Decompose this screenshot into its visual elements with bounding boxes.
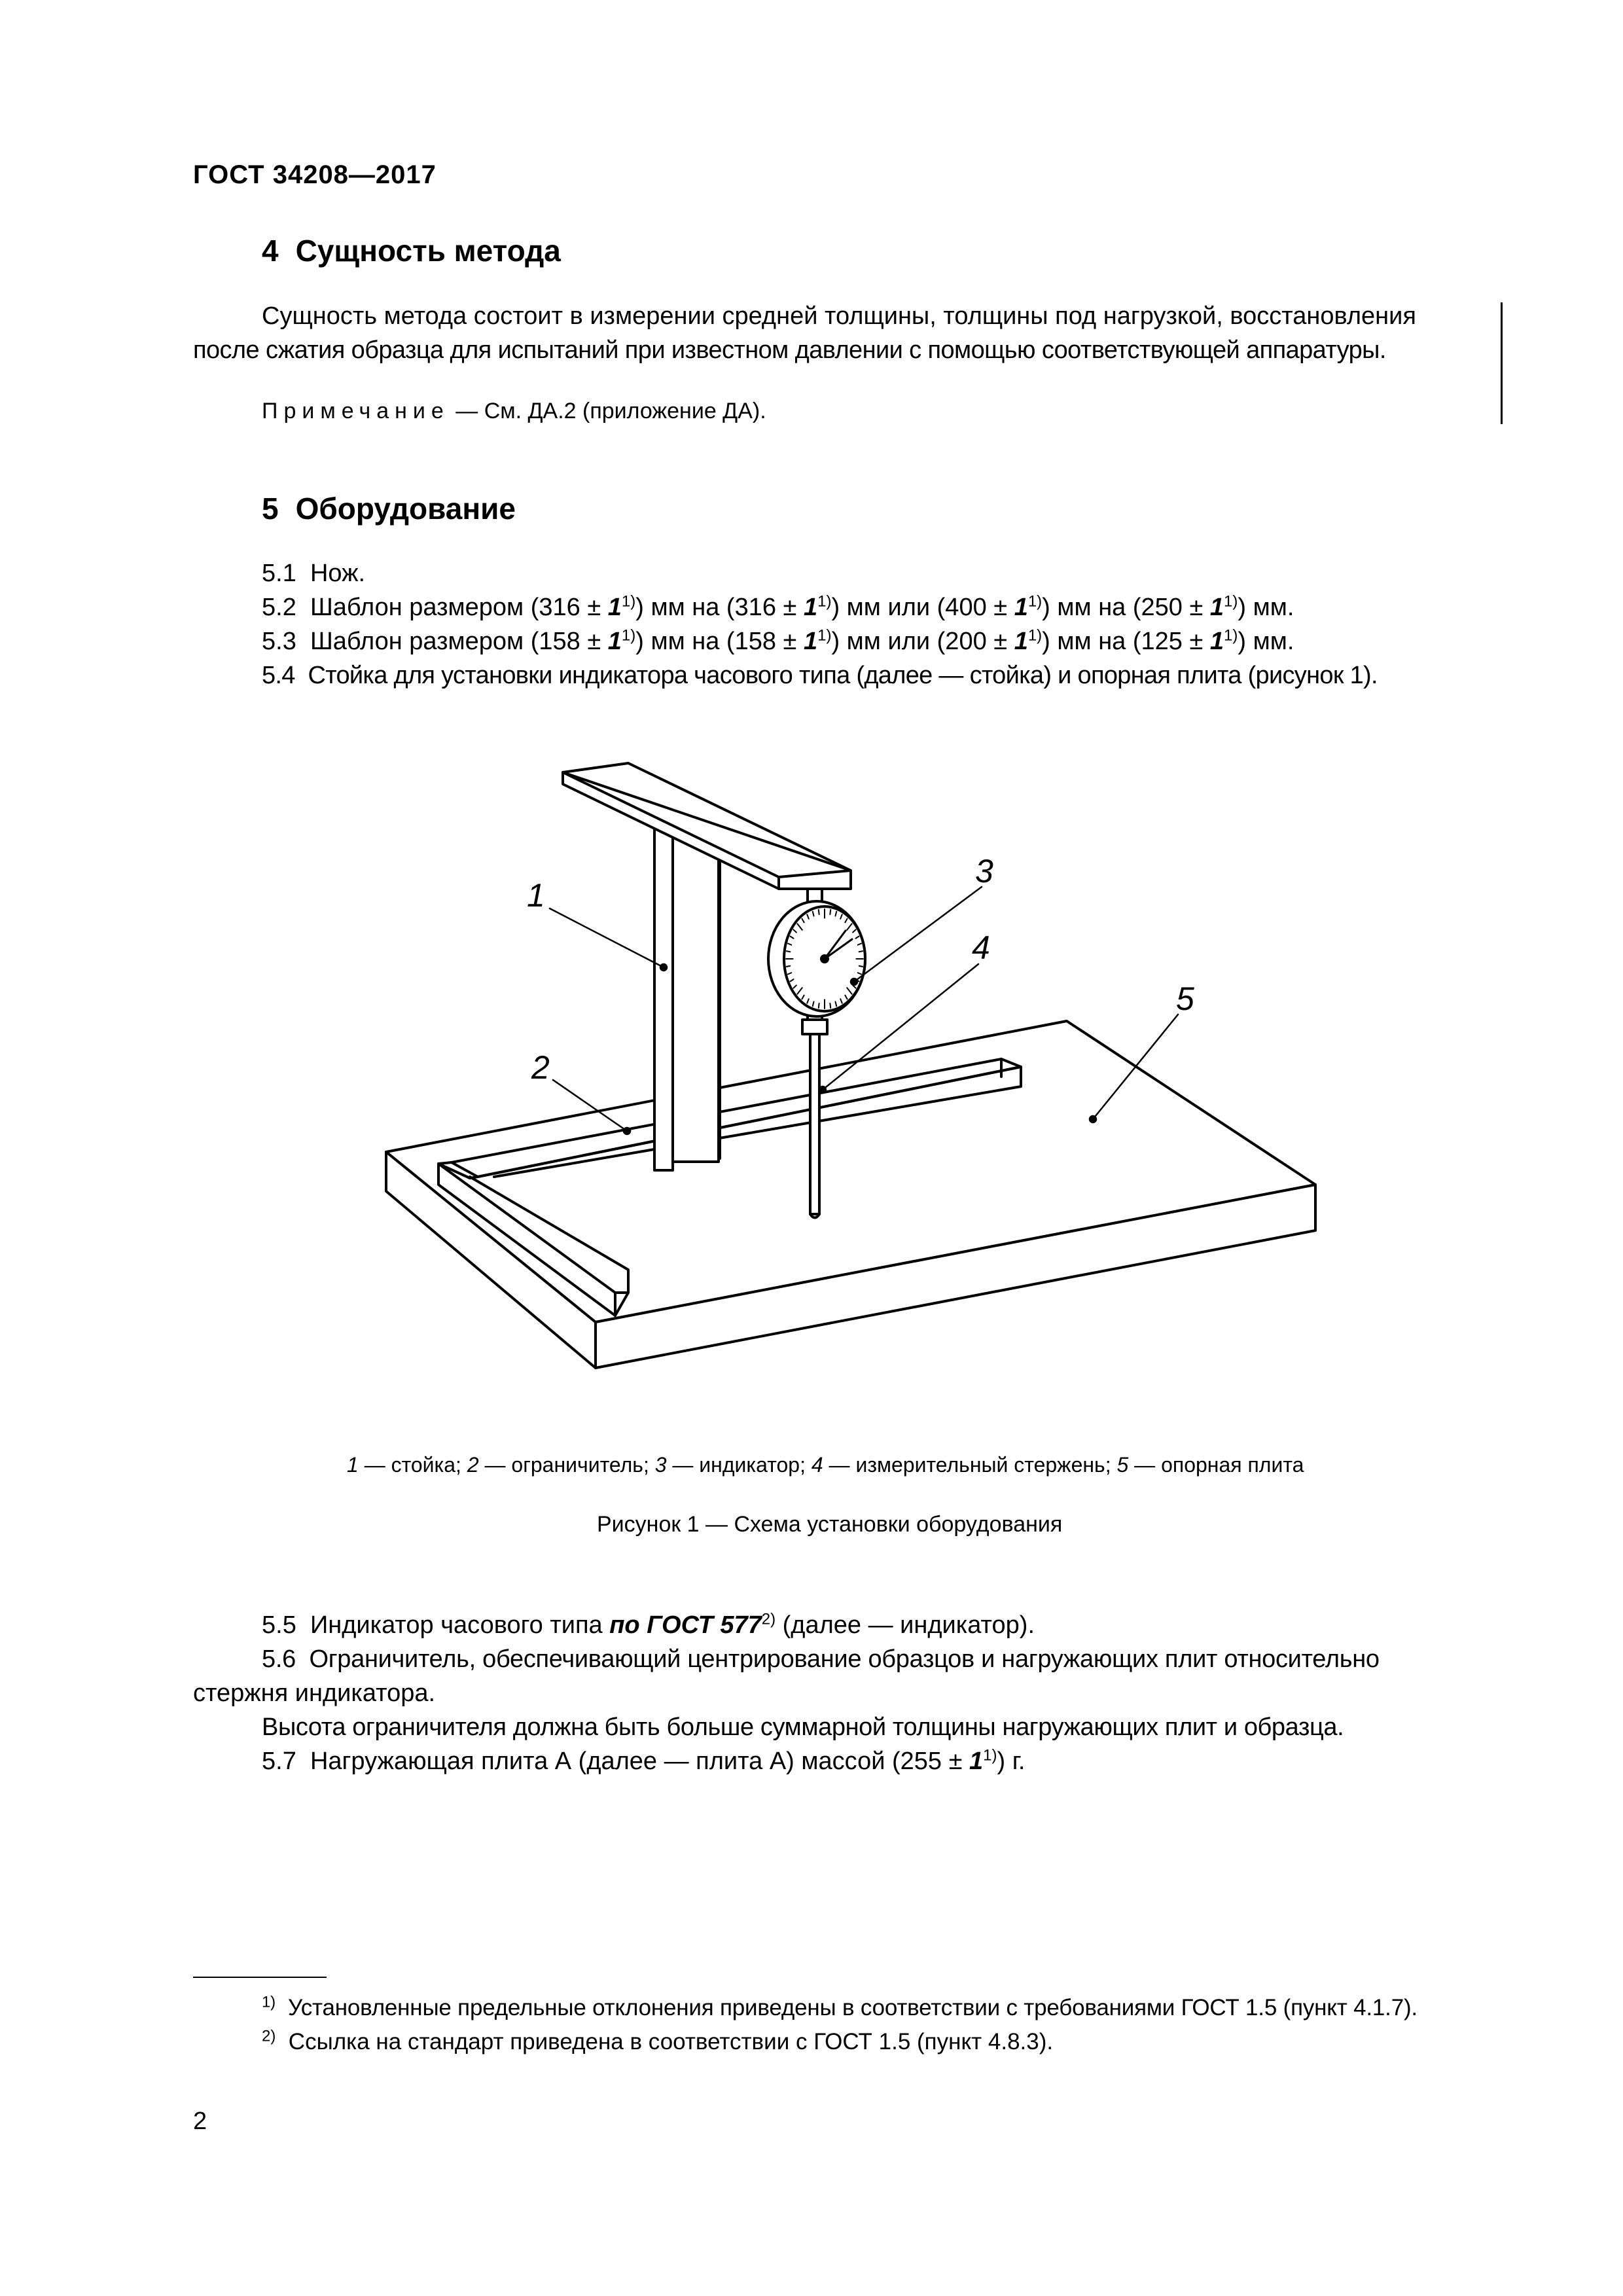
item-5-5 [262,1607,1035,1643]
item-text: ) мм. [1238,594,1294,621]
figure-title: Рисунок 1 — Схема установки оборудования [597,1512,1063,1537]
legend-num: 3 [654,1453,667,1477]
legend-num: 4 [811,1453,823,1477]
base-plate [386,1021,1315,1368]
section-4-para-line1: Сущность метода состоит в измерении средней толщины, толщины под нагрузкой, восстановления [262,302,1416,330]
item-number: 5.3 [262,628,296,655]
legend-text: — индикатор; [666,1453,812,1477]
footnote-ref: 1) [1224,626,1238,645]
item-text: Нагружающая плита А (далее — плита А) массой (255 ± [310,1748,970,1775]
item-5-1 [262,555,365,592]
figure-legend [347,1453,1304,1477]
item-text: Ограничитель, обеспечивающий центрирование образцов и нагружающих плит относительно [309,1645,1380,1673]
tolerance-value: 1 [969,1748,984,1775]
paragraph-limiter-height: Высота ограничителя должна быть больше суммарной толщины нагружающих плит и образца. [262,1713,1344,1741]
section-number: 4 [262,234,279,268]
item-text: Шаблон размером (316 ± [310,594,608,621]
item-text: ) мм на (316 ± [635,594,804,621]
footnote-ref: 1) [1027,592,1043,611]
footnote-ref: 2) [761,1610,776,1628]
tolerance-value: 1 [803,628,818,655]
dial-tick [859,966,863,967]
section-number: 5 [262,492,279,526]
item-text: Шаблон размером (158 ± [310,628,608,655]
legend-text: — измерительный стержень; [823,1453,1117,1477]
document-header: ГОСТ 34208—2017 [193,160,437,189]
footnote-text: Ссылка на стандарт приведена в соответствии с ГОСТ 1.5 (пункт 4.8.3). [288,2029,1054,2054]
item-5-7 [262,1743,1026,1780]
item-number: 5.4 [262,662,295,689]
footnote-ref: 1) [621,626,636,645]
tolerance-value: 1 [1209,594,1224,621]
callout-4: 4 [972,929,990,966]
item-number: 5.6 [262,1645,296,1673]
callout-1: 1 [527,877,545,914]
legend-num: 1 [347,1453,359,1477]
item-5-6-line2: стержня индикатора. [193,1679,436,1707]
footnote-1 [262,1995,1418,2021]
item-text: Индикатор часового типа [310,1611,610,1639]
dial-tick [859,951,863,952]
footnote-ref: 1) [983,1746,997,1765]
item-text: ) мм. [1238,628,1294,655]
item-5-3 [262,623,1294,660]
tolerance-value: 1 [1014,594,1028,621]
footnote-2 [262,2029,1053,2055]
item-text: Нож. [310,560,366,587]
item-text: ) мм или (200 ± [831,628,1014,655]
footnote-ref: 1) [621,592,636,611]
footnote-mark: 1) [262,1993,276,2011]
note-text: — См. ДА.2 (приложение ДА). [449,399,766,423]
tolerance-value: 1 [607,594,622,621]
item-number: 5.5 [262,1611,296,1639]
item-text: ) г. [997,1748,1026,1775]
stand [654,817,720,1170]
item-number: 5.2 [262,594,296,621]
footnote-mark: 2) [262,2027,276,2045]
equipment-diagram [366,740,1374,1407]
legend-text: — ограничитель; [478,1453,655,1477]
section-title: Сущность метода [295,234,561,268]
item-text: Стойка для установки индикатора часового типа (далее — стойка) и опорная плита (рисунок 1). [308,662,1378,689]
footnote-ref: 1) [1027,626,1043,645]
item-text: ) мм на (250 ± [1042,594,1210,621]
tolerance-value: 1 [1014,628,1028,655]
page-number: 2 [193,2108,207,2135]
section-title: Оборудование [295,492,516,526]
item-text: (далее — индикатор). [776,1611,1035,1639]
footnote-ref: 1) [1224,592,1238,611]
tolerance-value: 1 [607,628,622,655]
footnote-ref: 1) [817,626,832,645]
item-text: ) мм или (400 ± [831,594,1014,621]
footnote-separator [193,1977,327,1978]
legend-num: 2 [467,1453,479,1477]
dial-tick [787,951,791,952]
item-5-2 [262,589,1294,626]
item-number: 5.1 [262,560,296,587]
item-5-6 [262,1641,1380,1677]
item-number: 5.7 [262,1748,296,1775]
dial-indicator [768,901,865,1016]
callout-3: 3 [975,853,993,889]
legend-num: 5 [1116,1453,1129,1477]
item-5-4 [262,657,1378,694]
item-text: ) мм на (158 ± [635,628,804,655]
section-4-para-line2: после сжатия образца для испытаний при известном давлении с помощью соответствующей аппаратуры. [193,336,1386,364]
callout-2: 2 [531,1049,550,1086]
dial-tick [787,966,791,967]
section-4-heading [262,233,561,268]
footnote-ref: 1) [817,592,832,611]
item-text: ) мм на (125 ± [1042,628,1210,655]
legend-text: — опорная плита [1128,1453,1304,1477]
change-bar [1501,302,1503,424]
callout-5: 5 [1176,980,1194,1017]
legend-text: — стойка; [358,1453,467,1477]
tolerance-value: 1 [803,594,818,621]
section-5-heading [262,491,516,526]
note-prefix: Примечание [262,399,450,423]
note [262,393,766,429]
footnote-text: Установленные предельные отклонения приведены в соответствии с требованиями ГОСТ 1.5 (пункт 4.1.7). [288,1995,1418,2020]
tolerance-value: 1 [1209,628,1224,655]
standard-reference: по ГОСТ 577 [609,1611,762,1639]
